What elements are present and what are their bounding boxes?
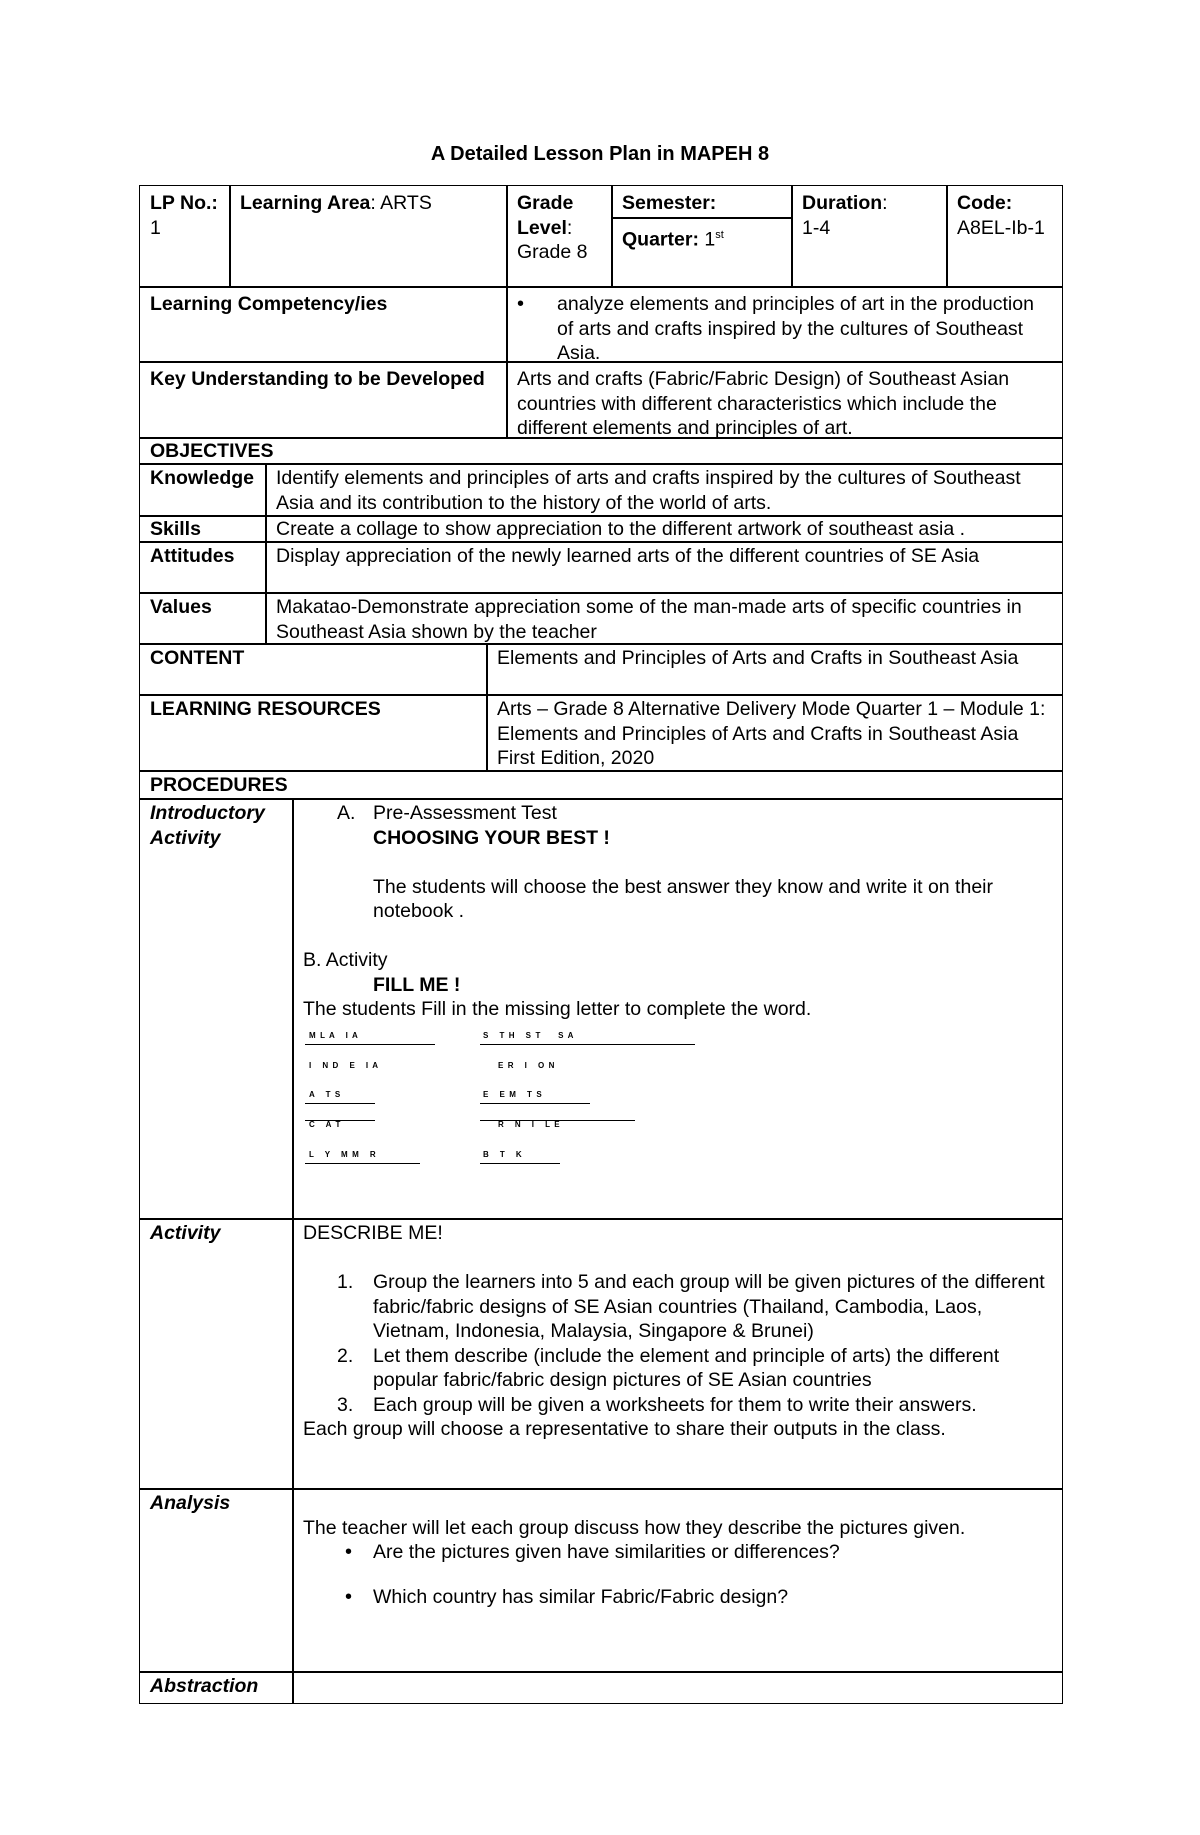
competency-value: • analyze elements and principles of art in the production of arts and crafts inspired by the cultures of Southeast Asia. <box>506 292 1052 363</box>
objective-label-skills: Skills <box>139 515 267 543</box>
word-line <box>305 1120 375 1121</box>
quarter-cell <box>611 217 793 288</box>
grade-label: Grade Level <box>517 192 574 239</box>
lp-label: LP No.: <box>150 192 218 214</box>
objective-value-skills: Create a collage to show appreciation to the different artwork of southeast asia . <box>265 515 1063 543</box>
quarter-label: Quarter: <box>622 228 699 251</box>
word-line <box>480 1120 635 1121</box>
learning-area-value: : ARTS <box>370 192 432 214</box>
introductory-activity-label: Introductory Activity <box>139 798 294 1220</box>
analysis-cell <box>292 1488 1063 1673</box>
word-line <box>305 1103 375 1104</box>
word-left-2: I N D E I A <box>309 1061 379 1070</box>
pre-assessment-marker: A. <box>337 802 356 824</box>
pre-assessment-heading: CHOOSING YOUR BEST ! <box>373 826 610 849</box>
objective-label-values: Values <box>139 592 267 645</box>
activity-step <box>303 1393 1052 1418</box>
duration-value: 1-4 <box>802 216 831 239</box>
word-right-3: E E M T S <box>483 1090 542 1099</box>
word-line <box>480 1163 560 1164</box>
abstraction-label: Abstraction <box>139 1671 294 1704</box>
key-understanding-value: Arts and crafts (Fabric/Fabric Design) of Southeast Asian countries with different characteristics which include the different elements and principles of art. <box>506 361 1063 439</box>
analysis-question <box>303 1540 1052 1565</box>
word-line <box>480 1103 590 1104</box>
objective-value-knowledge: Identify elements and principles of arts and crafts inspired by the cultures of Southeast Asia and its contribution to the history of the world of arts. <box>265 463 1063 517</box>
activity-heading: DESCRIBE ME! <box>303 1222 443 1244</box>
code-cell <box>946 185 1063 288</box>
word-right-1: S T H S T S A <box>483 1031 574 1040</box>
word-right-2: E R I O N <box>498 1061 555 1070</box>
question-text: Which country has similar Fabric/Fabric design? <box>373 1585 789 1608</box>
word-right-5: B T K <box>483 1150 522 1159</box>
word-line <box>480 1044 695 1045</box>
question-text: Are the pictures given have similarities or differences? <box>373 1541 840 1563</box>
word-right-4: R N I L E <box>498 1120 560 1129</box>
key-understanding-label: Key Understanding to be Developed <box>139 361 508 439</box>
code-value: A8EL-Ib-1 <box>957 216 1045 239</box>
pre-assessment-text: The students will choose the best answer they know and write it on their notebook . <box>373 875 993 922</box>
competency-label: Learning Competency/ies <box>139 286 508 363</box>
word-line <box>305 1163 420 1164</box>
step-text: Each group will be given a worksheets for them to write their answers. <box>373 1393 977 1416</box>
learning-area-label: Learning Area <box>240 192 371 214</box>
activity-closing: Each group will choose a representative to share their outputs in the class. <box>303 1418 946 1440</box>
activity-step <box>303 1344 1052 1393</box>
word-left-4: C A T <box>309 1120 341 1129</box>
activity-b-title: B. Activity <box>303 949 388 971</box>
duration-label: Duration <box>802 192 883 214</box>
objectives-heading: OBJECTIVES <box>139 437 1063 465</box>
analysis-label: Analysis <box>139 1488 294 1673</box>
word-line <box>305 1044 435 1045</box>
pre-assessment-title: Pre-Assessment Test <box>373 802 557 824</box>
activity-b-text: The students Fill in the missing letter to complete the word. <box>303 998 812 1020</box>
step-text: Let them describe (include the element and principle of arts) the different popular fabric/fabric design pictures of SE Asian countries <box>373 1344 1000 1391</box>
quarter-sup: st <box>715 229 724 241</box>
objective-label-knowledge: Knowledge <box>139 463 267 517</box>
content-value: Elements and Principles of Arts and Crafts in Southeast Asia <box>486 643 1063 696</box>
objective-value-attitudes: Display appreciation of the newly learned arts of the different countries of SE Asia <box>265 541 1063 594</box>
duration-cell: Duration: 1-4 <box>791 185 948 288</box>
word-left-3: A T S <box>309 1090 341 1099</box>
pre-assessment-item <box>303 801 1052 826</box>
semester-cell <box>611 185 793 219</box>
activity-label: Activity <box>139 1218 294 1490</box>
grade-value: Grade 8 <box>517 241 588 263</box>
activity-cell <box>292 1218 1063 1490</box>
content-label: CONTENT <box>139 643 488 696</box>
code-label: Code: <box>957 192 1013 214</box>
step-number: 3. <box>337 1393 354 1416</box>
objective-value-values: Makatao-Demonstrate appreciation some of the man-made arts of specific countries in Southeast Asia shown by the teacher <box>265 592 1063 645</box>
objective-label-attitudes: Attitudes <box>139 541 267 594</box>
grade-level-cell: Grade Level: Grade 8 <box>506 185 613 288</box>
procedures-heading: PROCEDURES <box>139 770 1063 800</box>
resources-value: Arts – Grade 8 Alternative Delivery Mode Quarter 1 – Module 1: Elements and Principles of Arts and Crafts in Southeast Asia First Edition, 2020 <box>486 694 1063 772</box>
competency-cell <box>506 286 1063 363</box>
page-title: A Detailed Lesson Plan in MAPEH 8 <box>430 143 770 165</box>
lp-number-cell <box>139 185 231 288</box>
activity-step <box>303 1270 1052 1344</box>
resources-label: LEARNING RESOURCES <box>139 694 488 772</box>
introductory-activity-cell <box>292 798 1063 1220</box>
step-number: 2. <box>337 1344 354 1367</box>
word-left-1: M L A I A <box>309 1031 358 1040</box>
semester-label: Semester: <box>622 192 717 214</box>
learning-area-cell <box>229 185 508 288</box>
lp-value: 1 <box>150 216 161 239</box>
analysis-intro: The teacher will let each group discuss how they describe the pictures given. <box>303 1516 966 1539</box>
analysis-question <box>303 1585 1052 1610</box>
step-text: Group the learners into 5 and each group will be given pictures of the different fabric/fabric designs of SE Asian countries (Thailand, Cambodia, Laos, Vietnam, Indonesia, Malaysia, Singapore & Brunei) <box>373 1271 1045 1342</box>
word-left-5: L Y M M R <box>309 1150 376 1159</box>
activity-b-heading: FILL ME ! <box>373 973 461 996</box>
step-number: 1. <box>337 1271 354 1293</box>
quarter-value: 1 <box>704 228 716 251</box>
abstraction-cell <box>292 1671 1063 1704</box>
